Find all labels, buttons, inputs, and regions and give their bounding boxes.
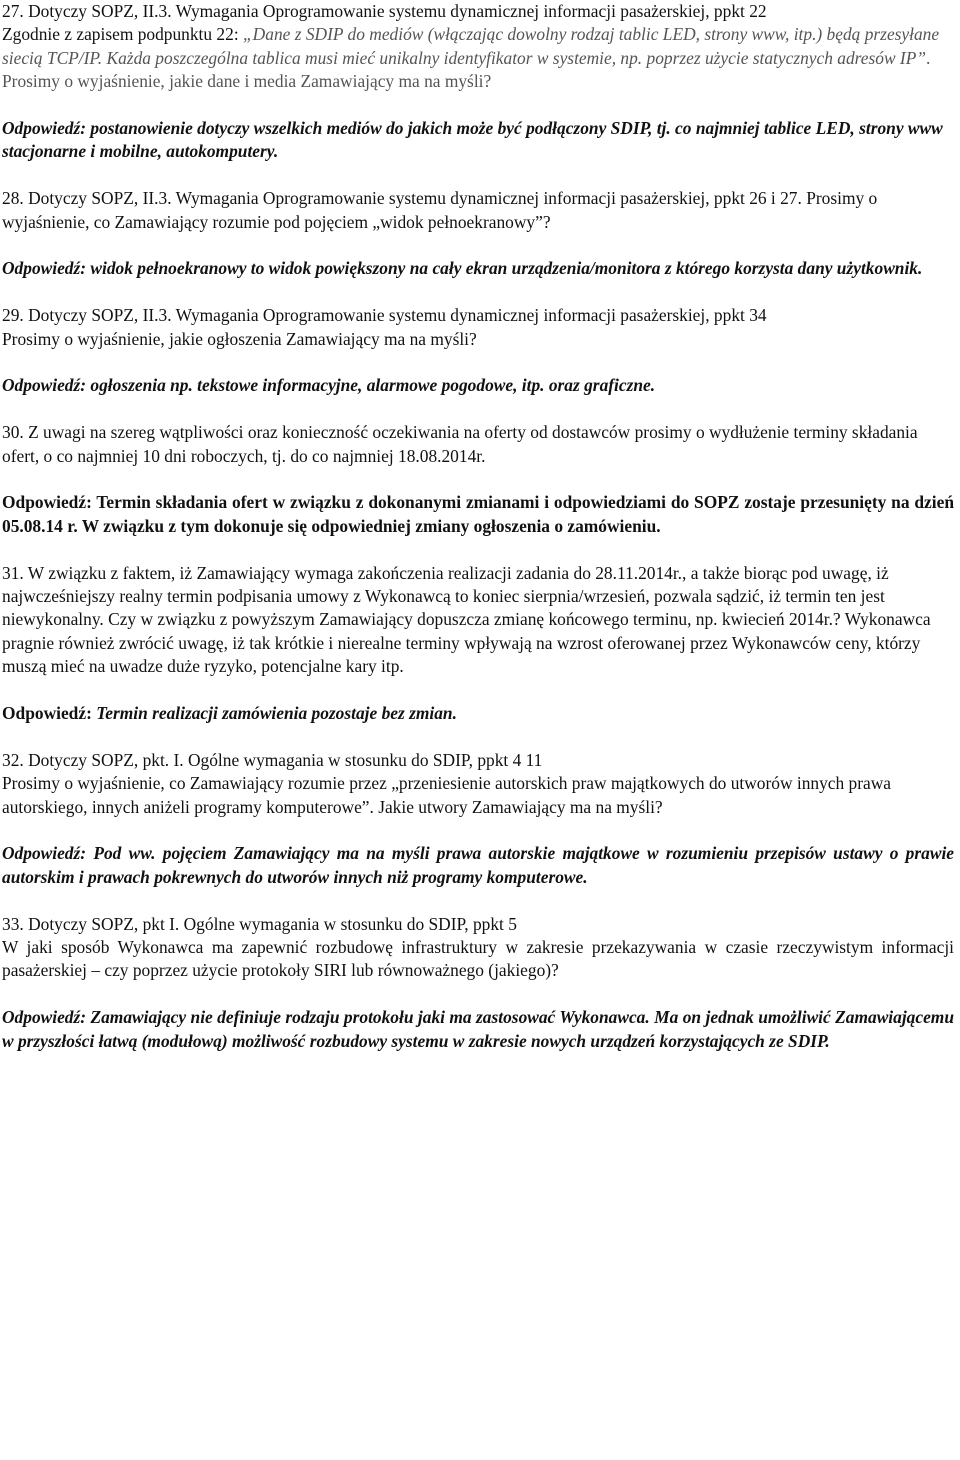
q27-question-lead: Zgodnie z zapisem podpunktu 22: [2, 24, 244, 45]
q27-answer: Odpowiedź: postanowienie dotyczy wszelkich mediów do jakich może być podłączony SDIP, tj. co najmniej tablice LED, strony www stacjonarne i mobilne, autokomputery. [2, 118, 943, 162]
q33-answer: Odpowiedź: Zamawiający nie definiuje rodzaju protokołu jaki ma zastosować Wykonawca. Ma on jednak umożliwić Zamawiającemu w przyszłości łatwą (modułową) możliwość rozbudowy systemu w zakresie nowych urządzeń korzystających ze SDIP. [2, 1007, 954, 1051]
q29-paragraph [2, 304, 954, 351]
q27-paragraph [2, 0, 954, 94]
q27-heading: 27. Dotyczy SOPZ, II.3. Wymagania Oprogramowanie systemu dynamicznej informacji pasażerskiej, ppkt 22 [2, 1, 767, 21]
q32-paragraph [2, 749, 954, 819]
q31-answer [2, 702, 954, 725]
q30-answer: Odpowiedź: Termin składania ofert w związku z dokonanymi zmianami i odpowiedziami do SOPZ zostaje przesunięty na dzień 05.08.14 r. W związku z tym dokonuje się odpowiedniej zmiany ogłoszenia o zamówieniu. [2, 492, 954, 536]
q32-answer: Odpowiedź: Pod ww. pojęciem Zamawiający ma na myśli prawa autorskie majątkowe w rozumieniu przepisów ustawy o prawie autorskim i prawach pokrewnych do utworów innych niż programy komputerowe. [2, 843, 954, 887]
q32-question: Prosimy o wyjaśnienie, co Zamawiający rozumie przez „przeniesienie autorskich praw majątkowych do utworów innych prawa autorskiego, innych aniżeli programy komputerowe”. Jakie utwory Zamawiający ma na myśli? [2, 773, 892, 817]
q31-answer-label: Odpowiedź: [2, 703, 97, 724]
q29-heading: 29. Dotyczy SOPZ, II.3. Wymagania Oprogramowanie systemu dynamicznej informacji pasażerskiej, ppkt 34 [2, 305, 767, 326]
q28-question: 28. Dotyczy SOPZ, II.3. Wymagania Oprogramowanie systemu dynamicznej informacji pasażerskiej, ppkt 26 i 27. Prosimy o wyjaśnienie, co Zamawiający rozumie pod pojęciem „widok pełnoekranowy”? [2, 188, 878, 232]
q31-question: 31. W związku z faktem, iż Zamawiający wymaga zakończenia realizacji zadania do 28.11.2014r., a także biorąc pod uwagę, iż najwcześniejszy realny termin podpisania umowy z Wykonawcą to koniec sierpnia/wrzesień, pozwala sądzić, iż termin ten jest niewykonalny. Czy w związku z powyższym Zamawiający dopuszcza zmianę końcowego terminu, np. kwiecień 2014r.? Wykonawca pragnie również zwrócić uwagę, iż tak krótkie i nierealne terminy wpływają na wzrost oferowanej przez Wykonawców ceny, którzy muszą mieć na uwadze duże ryzyko, potencjalne kary itp. [2, 562, 931, 677]
q33-heading: 33. Dotyczy SOPZ, pkt I. Ogólne wymagania w stosunku do SDIP, ppkt 5 [2, 913, 517, 934]
q29-answer: Odpowiedź: ogłoszenia np. tekstowe informacyjne, alarmowe pogodowe, itp. oraz graficzne. [2, 375, 656, 396]
q31-answer-text: Termin realizacji zamówienia pozostaje bez zmian. [96, 703, 457, 724]
q33-paragraph [2, 913, 954, 983]
q33-question: W jaki sposób Wykonawca ma zapewnić rozbudowę infrastruktury w zakresie przekazywania w czasie rzeczywistym informacji pasażerskiej – czy poprzez użycie protokoły SIRI lub równoważnego (jakiego)? [2, 937, 954, 981]
q30-question: 30. Z uwagi na szereg wątpliwości oraz konieczność oczekiwania na oferty od dostawców prosimy o wydłużenie terminy składania ofert, o co najmniej 10 dni roboczych, tj. do co najmniej 18.08.2014r. [2, 422, 918, 466]
q28-answer: Odpowiedź: widok pełnoekranowy to widok powiększony na cały ekran urządzenia/monitora z którego korzysta dany użytkownik. [2, 258, 923, 279]
q27-question-tail: . Prosimy o wyjaśnienie, jakie dane i media Zamawiający ma na myśli? [2, 47, 931, 92]
q27-quote: „Dane z SDIP do mediów (włączając dowolny rodzaj tablic LED, strony www, itp.) będą przesyłane siecią TCP/IP. Każda poszczególna tablica musi mieć unikalny identyfikator w systemie, np. poprzez użycie statycznych adresów IP” [2, 24, 940, 68]
q29-question: Prosimy o wyjaśnienie, jakie ogłoszenia Zamawiający ma na myśli? [2, 328, 477, 349]
q32-heading: 32. Dotyczy SOPZ, pkt. I. Ogólne wymagania w stosunku do SDIP, ppkt 4 11 [2, 749, 543, 770]
